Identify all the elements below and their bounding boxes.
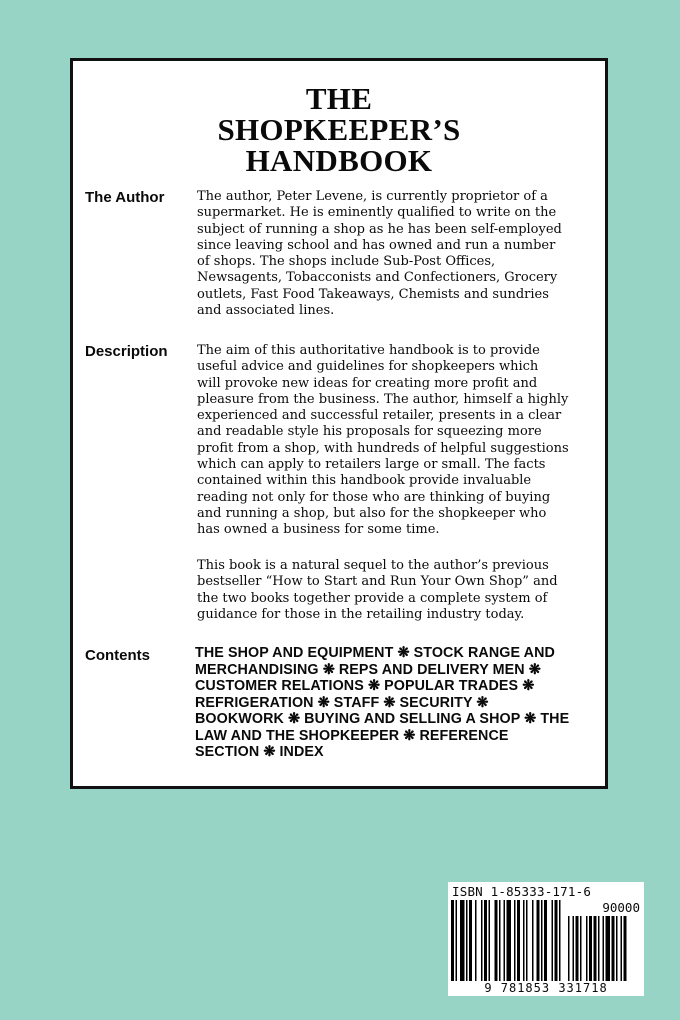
barcode-stripe bbox=[523, 900, 525, 994]
barcode-stripe bbox=[532, 900, 534, 994]
contents-line: REFRIGERATION ❋ STAFF ❋ SECURITY ❋ bbox=[195, 694, 489, 711]
isbn-number: 9 781853 331718 bbox=[448, 981, 644, 995]
author-line: supermarket. He is eminently qualified to write on the bbox=[197, 205, 557, 221]
barcode-stripe bbox=[552, 900, 554, 994]
barcode-stripe bbox=[514, 900, 516, 994]
book-title bbox=[73, 83, 605, 176]
author-label: The Author bbox=[85, 189, 165, 206]
barcode-stripe bbox=[456, 900, 458, 994]
barcode-stripe bbox=[489, 900, 491, 994]
barcode-stripe bbox=[481, 900, 483, 994]
barcode-stripe bbox=[559, 900, 561, 994]
description-line: will provoke new ideas for creating more profit and bbox=[197, 375, 538, 391]
title-line-3: HANDBOOK bbox=[245, 143, 433, 178]
barcode-stripe bbox=[451, 900, 454, 994]
barcode-stripe bbox=[475, 900, 477, 994]
isbn-label: ISBN 1-85333-171-6 bbox=[452, 884, 592, 899]
description-line: which can apply to retailers large or small. The facts bbox=[197, 457, 546, 473]
barcode-stripe bbox=[517, 900, 520, 994]
barcode-stripe bbox=[555, 900, 558, 994]
barcode-stripe bbox=[537, 900, 540, 994]
description-line: bestseller “How to Start and Run Your Own Shop” and bbox=[197, 574, 558, 590]
description-line: the two books together provide a complete system of bbox=[197, 590, 548, 606]
barcode-stripe bbox=[495, 900, 498, 994]
author-text bbox=[197, 189, 603, 319]
author-line: Newsagents, Tobacconists and Confectioners, Grocery bbox=[197, 270, 558, 286]
author-line: outlets, Fast Food Takeaways, Chemists and sundries bbox=[197, 286, 549, 302]
description-line: and running a shop, but also for the shopkeeper who bbox=[197, 505, 547, 521]
author-line: The author, Peter Levene, is currently proprietor of a bbox=[197, 189, 548, 204]
barcode-stripe bbox=[541, 900, 543, 994]
isbn-barcode bbox=[448, 882, 644, 996]
title-line-1: THE bbox=[305, 81, 373, 116]
description-line: contained within this handbook provide invaluable bbox=[197, 473, 532, 489]
barcode-stripe bbox=[469, 900, 472, 994]
contents-label: Contents bbox=[85, 647, 150, 664]
description-line: experienced and successful retailer, presents in a clear bbox=[197, 408, 562, 424]
contents-line: SECTION ❋ INDEX bbox=[195, 744, 324, 760]
contents-line: BOOKWORK ❋ BUYING AND SELLING A SHOP ❋ THE bbox=[195, 711, 570, 727]
description-line: This book is a natural sequel to the author’s previous bbox=[197, 558, 549, 573]
description-line: and readable style his proposals for squeezing more bbox=[197, 424, 542, 440]
price-code: 90000 bbox=[602, 900, 640, 915]
back-cover-panel bbox=[70, 58, 608, 789]
contents-line: CUSTOMER RELATIONS ❋ POPULAR TRADES ❋ bbox=[195, 678, 535, 694]
description-sequel-text bbox=[197, 558, 603, 623]
barcode-stripe bbox=[466, 900, 468, 994]
barcode-stripe bbox=[504, 900, 506, 994]
barcode-stripe bbox=[544, 900, 547, 994]
barcode-stripe bbox=[526, 900, 528, 994]
contents-line: THE SHOP AND EQUIPMENT ❋ STOCK RANGE AND bbox=[195, 645, 555, 661]
description-line: pleasure from the business. The author, himself a highly bbox=[197, 391, 569, 407]
description-line: reading not only for those who are thinking of buying bbox=[197, 489, 551, 505]
description-line: profit from a shop, with hundreds of helpful suggestions bbox=[197, 440, 569, 456]
barcode-stripe bbox=[499, 900, 501, 994]
title-line-2: SHOPKEEPER’S bbox=[217, 112, 461, 147]
barcode-stripe bbox=[507, 900, 512, 994]
author-line: since leaving school and has owned and run a number bbox=[197, 237, 556, 253]
description-text bbox=[197, 343, 603, 539]
description-line: guidance for those in the retailing industry today. bbox=[197, 606, 525, 622]
contents-list bbox=[195, 645, 605, 761]
contents-line: MERCHANDISING ❋ REPS AND DELIVERY MEN ❋ bbox=[195, 661, 541, 678]
description-line: The aim of this authoritative handbook is to provide bbox=[197, 343, 540, 358]
contents-line: LAW AND THE SHOPKEEPER ❋ REFERENCE bbox=[195, 727, 509, 744]
description-label: Description bbox=[85, 343, 168, 360]
author-line: and associated lines. bbox=[197, 303, 335, 319]
barcode-stripe bbox=[484, 900, 487, 994]
description-line: has owned a business for some time. bbox=[197, 522, 440, 538]
author-line: of shops. The shops include Sub-Post Offices, bbox=[197, 254, 496, 270]
barcode-stripe bbox=[460, 900, 465, 994]
description-line: useful advice and guidelines for shopkeepers which bbox=[197, 359, 539, 375]
author-line: subject of running a shop as he has been self-employed bbox=[197, 221, 562, 237]
